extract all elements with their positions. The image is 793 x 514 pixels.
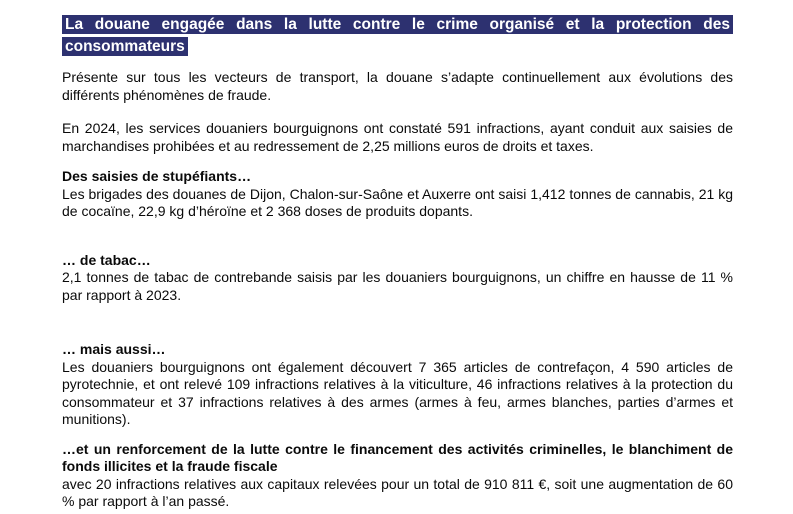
section-stupefiants: [62, 168, 733, 221]
section-heading: … de tabac…: [62, 251, 151, 268]
section-financement: [62, 441, 733, 511]
paragraph: 2,1 tonnes de tabac de contrebande saisis par les douaniers bourguignons, un chiffre en hausse de 11 % par rapport à 2023.: [62, 269, 733, 303]
paragraph: Les douaniers bourguignons ont également découvert 7 365 articles de contrefaçon, 4 590 articles de pyrotechnie, et ont relevé 109 infractions relatives à la viticulture, 46 infractions relatives à la protection du consommateur et 37 infractions relatives à des armes (armes à feu, armes blanches, parties d’armes et munitions).: [62, 358, 733, 427]
section-tabac: [62, 252, 733, 305]
section-mais-aussi: [62, 341, 733, 429]
section-heading: …et un renforcement de la lutte contre le financement des activités criminelles, le blanchiment de fonds illicites et la fraude fiscale: [62, 440, 733, 474]
document-title: [62, 14, 733, 57]
title-highlight: La douane engagée dans la lutte contre le crime organisé et la protection des consommateurs: [62, 15, 733, 56]
section-heading: Des saisies de stupéfiants…: [62, 168, 252, 184]
section-heading: … mais aussi…: [62, 341, 166, 357]
document-body: [62, 14, 733, 511]
paragraph: Les brigades des douanes de Dijon, Chalon-sur-Saône et Auxerre ont saisi 1,412 tonnes de cannabis, 21 kg de cocaïne, 22,9 kg d’héroïne et 2 368 doses de produits dopants.: [62, 185, 733, 219]
section-intro: [62, 69, 733, 104]
section-overview-2024: [62, 120, 733, 155]
paragraph: Présente sur tous les vecteurs de transport, la douane s’adapte continuellement aux évolutions des différents phénomènes de fraude.: [62, 69, 733, 103]
paragraph: avec 20 infractions relatives aux capitaux relevées pour un total de 910 811 €, soit une augmentation de 60 % par rapport à l’an passé.: [62, 475, 733, 509]
paragraph: En 2024, les services douaniers bourguignons ont constaté 591 infractions, ayant conduit aux saisies de marchandises prohibées et au redressement de 2,25 millions euros de droits et taxes.: [62, 120, 733, 154]
